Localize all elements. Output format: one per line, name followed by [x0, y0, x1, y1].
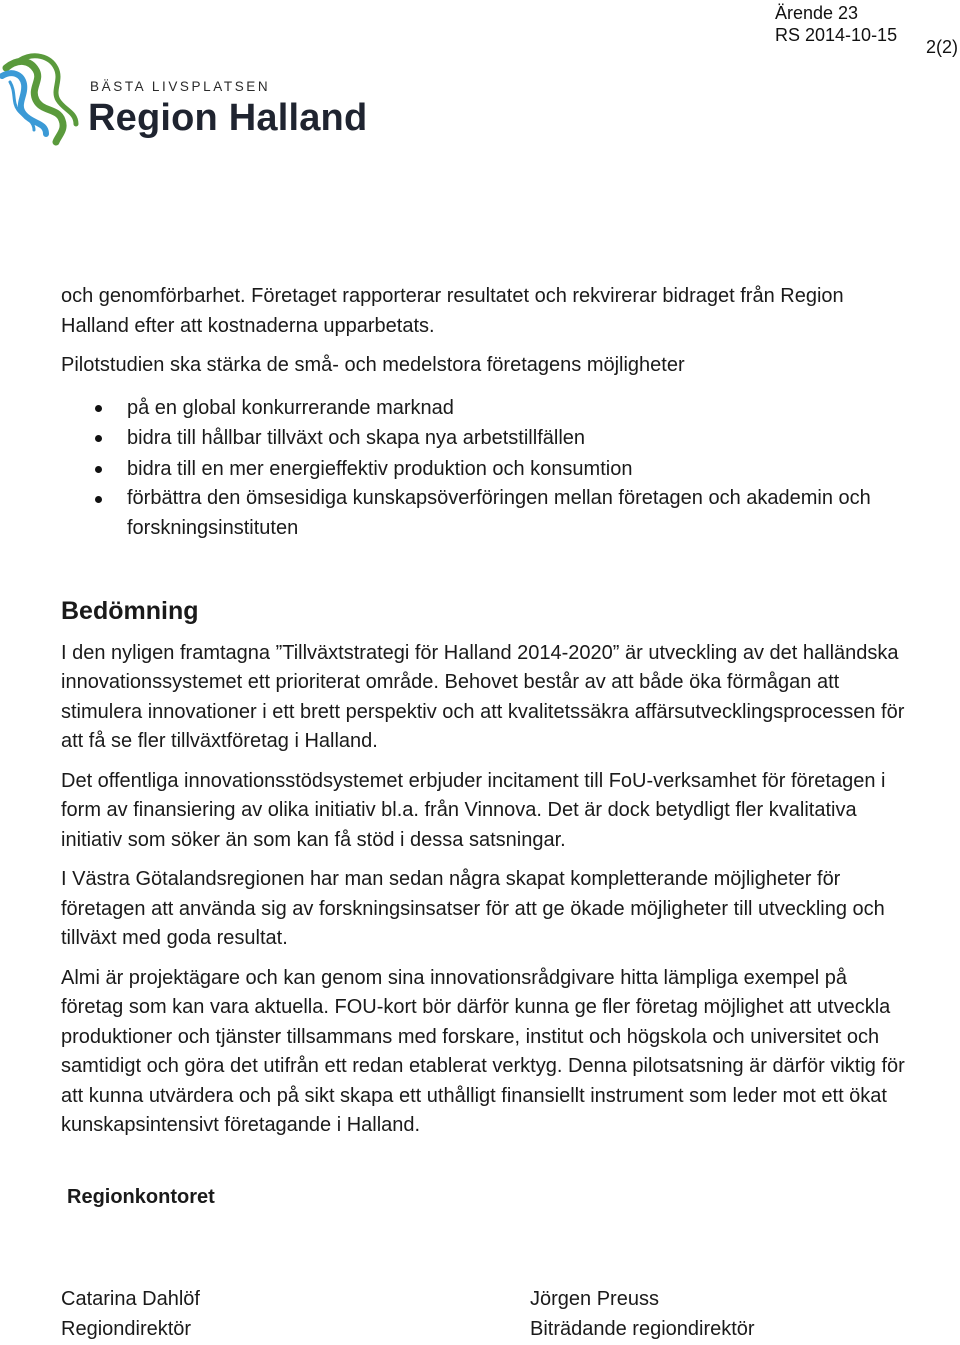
list-item: bidra till hållbar tillväxt och skapa nya arbetstillfällen [61, 423, 911, 454]
intro-paragraph: och genomförbarhet. Företaget rapporterar resultatet och rekvirerar bidraget från Region Halland efter att kostnaderna upparbetats. [61, 285, 844, 337]
page-number: 2(2) [926, 37, 959, 57]
signatory-name: Jörgen Preuss [530, 1288, 659, 1310]
signature-left [61, 1284, 200, 1344]
bullet-icon [95, 435, 102, 442]
list-item: på en global konkurrerande marknad [61, 393, 911, 424]
document-reference [775, 2, 897, 46]
signature-right [530, 1284, 755, 1344]
signatory-title: Biträdande regiondirektör [530, 1318, 755, 1340]
meeting-reference: RS 2014-10-15 [775, 25, 898, 45]
pilot-lead-paragraph: Pilotstudien ska stärka de små- och medelstora företagens möjligheter [61, 354, 685, 376]
river-logo-icon [0, 52, 90, 152]
assessment-paragraph-4: Almi är projektägare och kan genom sina innovationsrådgivare hitta lämpliga exempel på företag som kan vara aktuella. FOU-kort bör därför kunna ge fler företag möjlighet att utveckla produktioner och tjänster tillsammans med forskare, institut och högskola och universitet och samtidigt och göra det utifrån ett redan etablerat verktyg. Denna pilotsatsning är därför viktig för att kunna utvärdera och på sikt skapa ett uthålligt finansiellt instrument som leder mot ett ökat kunskapsintensivt företagande i Halland. [61, 966, 905, 1136]
bullet-icon [95, 405, 102, 412]
logo-wordmark: Region Halland [88, 97, 368, 139]
goals-list [61, 393, 911, 544]
case-number: Ärende 23 [775, 3, 859, 23]
region-halland-logo [0, 52, 380, 152]
assessment-paragraph-3: I Västra Götalandsregionen har man sedan några skapat kompletterande möjligheter för företagen att använda sig av forskningsinsatser för att ge ökade möjligheter till utveckling och tillväxt med goda resultat. [61, 868, 885, 949]
issuing-office: Regionkontoret [67, 1185, 215, 1208]
signatory-name: Catarina Dahlöf [61, 1288, 200, 1310]
list-item: förbättra den ömsesidiga kunskapsöverföringen mellan företagen och akademin och forskningsinstituten [61, 484, 911, 543]
assessment-paragraph-2: Det offentliga innovationsstödsystemet erbjuder incitament till FoU-verksamhet för företagen i form av finansiering av olika initiativ bl.a. från Vinnova. Det är dock betydligt fler kvalitativa initiativ som söker än som kan få stöd i dessa satsningar. [61, 769, 886, 851]
document-body [61, 282, 911, 1212]
logo-tagline: BÄSTA LIVSPLATSEN [90, 79, 271, 94]
bullet-icon [95, 496, 102, 503]
section-heading: Bedömning [61, 597, 199, 625]
signatory-title: Regiondirektör [61, 1318, 192, 1340]
list-item: bidra till en mer energieffektiv produktion och konsumtion [61, 454, 911, 485]
bullet-icon [95, 466, 102, 473]
assessment-paragraph-1: I den nyligen framtagna ”Tillväxtstrategi för Halland 2014-2020” är utveckling av det halländska innovationssystemet ett prioriterat område. Behovet består av att både öka förmågan att stimulera innovationer i ett brett perspektiv och att kvalitetssäkra affärsutvecklingsprocessen för att få se fler tillväxtföretag i Halland. [61, 641, 905, 752]
